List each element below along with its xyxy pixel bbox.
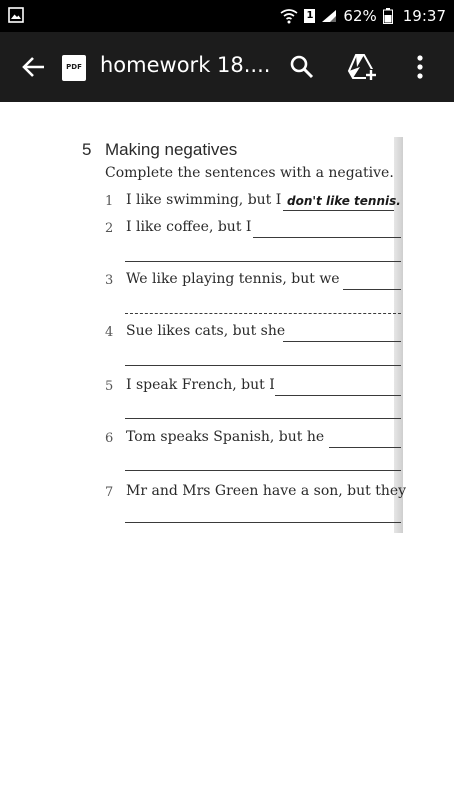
answer-line (125, 261, 401, 262)
pdf-file-icon (62, 55, 86, 81)
handwritten-answer: don't like tennis. (287, 194, 401, 208)
question-row (0, 429, 454, 453)
status-bar (0, 0, 454, 32)
question-text: We like playing tennis, but we (126, 271, 340, 287)
gallery-notification-icon (8, 7, 24, 23)
question-number: 7 (105, 485, 114, 500)
answer-line (125, 470, 401, 471)
search-icon[interactable] (289, 54, 315, 80)
exercise-title: Making negatives (105, 140, 238, 159)
question-number: 4 (105, 325, 114, 340)
battery-icon (383, 8, 393, 24)
pdf-file-label: PDF (66, 63, 82, 71)
question-row (0, 271, 454, 295)
answer-line (343, 289, 401, 290)
question-text: I speak French, but I (126, 377, 275, 393)
back-arrow-icon[interactable] (20, 53, 48, 81)
add-to-drive-icon[interactable] (346, 53, 376, 81)
exercise-instruction: Complete the sentences with a negative. (105, 165, 394, 181)
sim-slot-icon: 1 (304, 9, 315, 23)
question-number: 2 (105, 221, 114, 236)
answer-line (125, 313, 401, 314)
question-text: Mr and Mrs Green have a son, but they (126, 483, 407, 499)
question-row (0, 219, 454, 243)
exercise-number: 5 (82, 140, 92, 159)
answer-line (125, 522, 401, 523)
answer-line (283, 341, 401, 342)
answer-line (125, 365, 401, 366)
question-number: 1 (105, 194, 114, 209)
question-row (0, 377, 454, 401)
question-text: Sue likes cats, but she (126, 323, 286, 339)
question-row (0, 483, 454, 507)
document-title: homework 18.... (100, 53, 270, 77)
question-number: 5 (105, 379, 114, 394)
clock: 19:37 (402, 7, 446, 25)
answer-line (329, 447, 401, 448)
question-text: I like coffee, but I (126, 219, 252, 235)
question-row (0, 323, 454, 347)
app-bar (0, 32, 454, 102)
question-number: 6 (105, 431, 114, 446)
signal-icon (321, 9, 337, 23)
answer-line (253, 237, 401, 238)
more-options-icon[interactable] (410, 52, 430, 82)
answer-line (283, 210, 394, 211)
question-text: I like swimming, but I (126, 192, 282, 208)
question-row (0, 192, 454, 216)
question-text: Tom speaks Spanish, but he (126, 429, 325, 445)
answer-line (275, 395, 401, 396)
question-number: 3 (105, 273, 114, 288)
wifi-icon (280, 8, 298, 24)
battery-percent: 62% (343, 7, 377, 25)
answer-line (125, 418, 401, 419)
